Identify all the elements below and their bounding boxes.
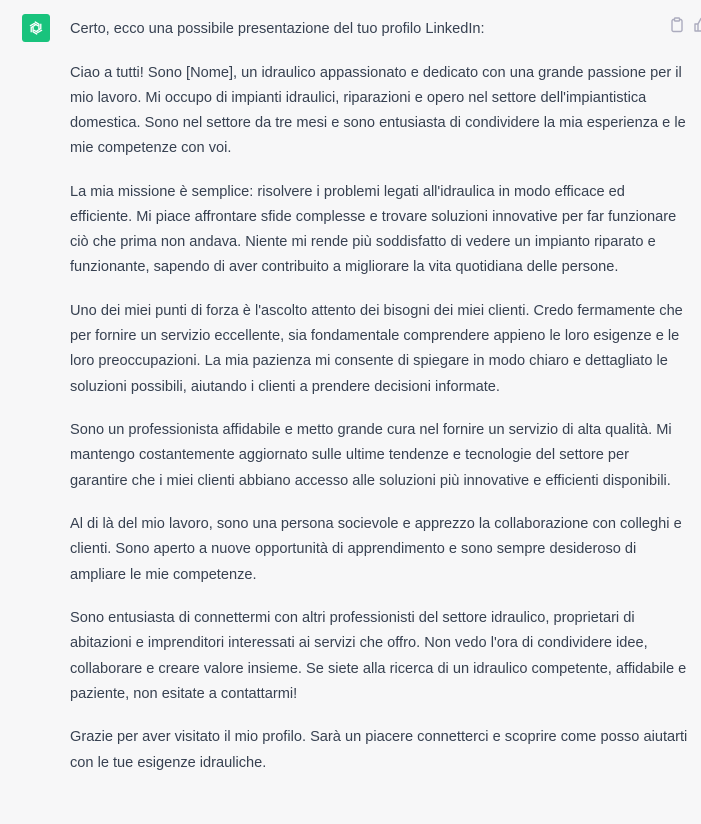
message-paragraph: Al di là del mio lavoro, sono una persona socievole e apprezzo la collaborazione con colleghi e clienti. Sono aperto a nuove opportunità di apprendimento e sono sempre desideroso di ampliare le mie competenze.: [70, 516, 682, 583]
thumbs-up-icon[interactable]: [692, 16, 701, 34]
message-paragraph: Sono entusiasta di connettermi con altri professionisti del settore idraulico, proprietari di abitazioni e imprenditori interessati ai servizi che offro. Non vedo l'ora di condividere idee, collaborare e creare valore insieme. Se siete alla ricerca di un idraulico competente, affidabile e paziente, non esitate a contattarmi!: [70, 610, 687, 702]
message-intro: Certo, ecco una possibile presentazione del tuo profilo LinkedIn:: [70, 21, 485, 37]
message-paragraph: Sono un professionista affidabile e metto grande cura nel fornire un servizio di alta qualità. Mi mantengo costantemente aggiornato sulle ultime tendenze e tecnologie del settore per garantire che i miei clienti abbiano accesso alle soluzioni più innovative e efficienti disponibili.: [70, 422, 672, 489]
assistant-avatar: [22, 14, 50, 42]
message-paragraph: Grazie per aver visitato il mio profilo. Sarà un piacere connetterci e scoprire come posso aiutarti con le tue esigenze idrauliche.: [70, 729, 688, 771]
message-paragraph: Ciao a tutti! Sono [Nome], un idraulico appassionato e dedicato con una grande passione per il mio lavoro. Mi occupo di impianti idraulici, riparazioni e opero nel settore dell'impiantistica domestica. Sono nel settore da tre mesi e sono entusiasta di condividere la mia esperienza e le mie competenze con voi.: [70, 64, 686, 157]
openai-logo-icon: [26, 18, 46, 38]
message-paragraph: Uno dei miei punti di forza è l'ascolto attento dei bisogni dei miei clienti. Credo fermamente che per fornire un servizio eccellente, sia fondamentale comprendere appieno le loro esigenze e le loro preoccupazioni. La mia pazienza mi consente di spiegare in modo chiaro e dettagliato le soluzioni possibili, aiutando i clienti a prendere decisioni informate.: [70, 303, 683, 395]
assistant-message: [70, 17, 690, 794]
message-paragraph: La mia missione è semplice: risolvere i problemi legati all'idraulica in modo efficace ed efficiente. Mi piace affrontare sfide complesse e trovare soluzioni innovative per far funzionare ciò che prima non andava. Niente mi rende più soddisfatto di vedere un impianto riparato e funzionante, sapendo di aver contribuito a migliorare la vita quotidiana delle persone.: [70, 183, 677, 276]
